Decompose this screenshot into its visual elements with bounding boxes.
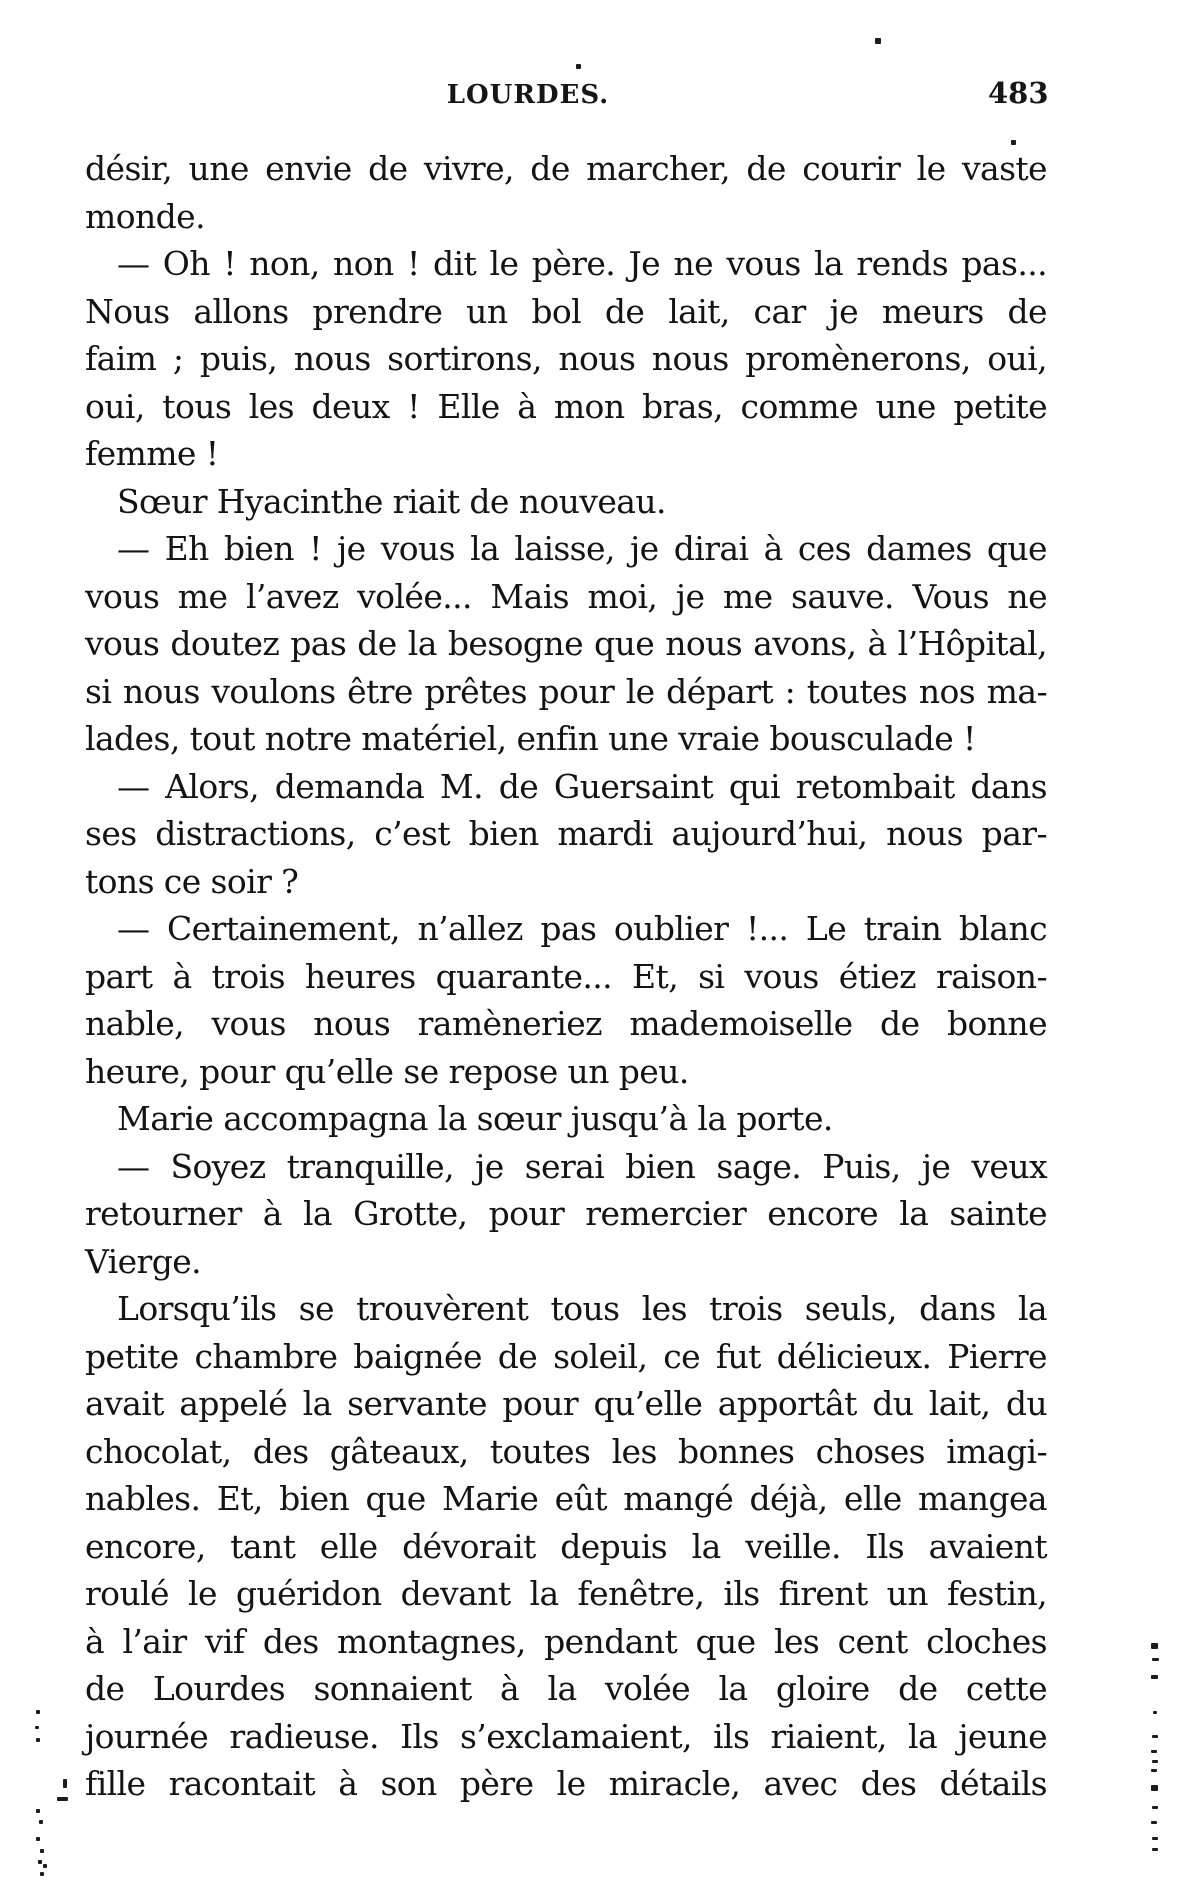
text-line: — Eh bien ! je vous la laisse, je dirai à ces dames que xyxy=(117,529,1047,568)
scan-speck xyxy=(35,1726,39,1729)
scan-speck xyxy=(38,1860,42,1864)
scan-speck xyxy=(40,1849,44,1853)
text-line: monde. xyxy=(85,196,205,236)
body-text xyxy=(85,145,1047,1808)
text-line: petite chambre baignée de soleil, ce fut délicieux. Pierre xyxy=(85,1336,1047,1376)
scan-speck xyxy=(1153,1711,1157,1714)
text-line: — Alors, demanda M. de Guersaint qui retombait dans xyxy=(117,766,1047,806)
text-line: avait appelé la servante pour qu’elle apportât du lait, du xyxy=(85,1384,1047,1423)
text-line: vous me l’avez volée... Mais moi, je me sauve. Vous ne xyxy=(85,576,1047,616)
text-line: tons ce soir ? xyxy=(85,861,299,901)
text-line: si nous voulons être prêtes pour le départ : toutes nos ma- xyxy=(85,671,1047,711)
text-line: femme ! xyxy=(85,434,219,473)
scan-speck xyxy=(36,1809,40,1813)
running-header-title: LOURDES. xyxy=(446,80,610,110)
text-line: encore, tant elle dévorait depuis la veille. Ils avaient xyxy=(85,1526,1047,1566)
text-line: chocolat, des gâteaux, toutes les bonnes choses imagi- xyxy=(85,1431,1047,1471)
text-line: — Soyez tranquille, je serai bien sage. Puis, je veux xyxy=(117,1146,1047,1186)
text-line: vous doutez pas de la besogne que nous avons, à l’Hôpital, xyxy=(85,624,1047,663)
scan-speck xyxy=(43,1864,47,1868)
scan-speck xyxy=(36,1738,40,1742)
text-line: — Certainement, n’allez pas oublier !... Le train blanc xyxy=(117,909,1047,948)
scan-speck xyxy=(1151,1821,1157,1824)
scan-speck xyxy=(1011,140,1016,145)
text-line: — Oh ! non, non ! dit le père. Je ne vous la rends pas... xyxy=(117,244,1047,283)
scan-speck xyxy=(1152,1848,1158,1851)
scan-speck xyxy=(1151,1769,1157,1772)
scan-speck xyxy=(36,1837,40,1841)
text-line: oui, tous les deux ! Elle à mon bras, comme une petite xyxy=(85,386,1047,426)
scan-speck xyxy=(39,1820,43,1824)
scan-speck xyxy=(57,1797,68,1801)
text-line: ses distractions, c’est bien mardi aujourd’hui, nous par- xyxy=(85,814,1047,853)
text-line: nable, vous nous ramèneriez mademoiselle de bonne xyxy=(85,1004,1047,1043)
scan-speck xyxy=(1152,1806,1158,1809)
scan-speck xyxy=(1151,1643,1158,1649)
text-line: part à trois heures quarante... Et, si vous étiez raison- xyxy=(85,956,1047,996)
scan-speck xyxy=(1152,1760,1158,1763)
text-line: Marie accompagna la sœur jusqu’à la porte. xyxy=(117,1099,833,1138)
text-line: Sœur Hyacinthe riait de nouveau. xyxy=(117,481,666,521)
text-line: nables. Et, bien que Marie eût mangé déjà, elle mangea xyxy=(85,1479,1047,1518)
scan-speck xyxy=(1152,1658,1159,1661)
text-line: roulé le guéridon devant la fenêtre, ils firent un festin, xyxy=(85,1574,1047,1613)
scan-speck xyxy=(1152,1837,1158,1840)
text-line: Lorsqu’ils se trouvèrent tous les trois seuls, dans la xyxy=(117,1289,1047,1328)
text-line: désir, une envie de vivre, de marcher, de courir le vaste xyxy=(85,149,1047,188)
scan-speck xyxy=(1151,1785,1158,1791)
scan-speck xyxy=(63,1779,67,1788)
text-line: lades, tout notre matériel, enfin une vraie bousculade ! xyxy=(85,719,976,758)
text-line: Vierge. xyxy=(85,1241,202,1281)
text-line: heure, pour qu’elle se repose un peu. xyxy=(85,1051,689,1091)
scan-speck xyxy=(1152,1735,1158,1738)
text-line: retourner à la Grotte, pour remercier encore la sainte xyxy=(85,1194,1047,1233)
scan-speck xyxy=(875,38,881,44)
text-line: faim ; puis, nous sortirons, nous nous promènerons, oui, xyxy=(85,339,1047,378)
text-line: Nous allons prendre un bol de lait, car je meurs de xyxy=(85,291,1047,331)
text-line: journée radieuse. Ils s’exclamaient, ils riaient, la jeune xyxy=(85,1716,1047,1756)
text-line: à l’air vif des montagnes, pendant que les cent cloches xyxy=(85,1621,1047,1661)
text-line: de Lourdes sonnaient à la volée la gloire de cette xyxy=(85,1669,1047,1708)
scan-speck xyxy=(40,1872,44,1876)
scan-speck xyxy=(1151,1750,1157,1753)
text-line: fille racontait à son père le miracle, avec des détails xyxy=(85,1764,1047,1803)
scan-speck xyxy=(576,64,581,69)
scan-speck xyxy=(1151,1675,1158,1679)
page-number: 483 xyxy=(988,76,1049,110)
scan-speck xyxy=(36,1710,40,1714)
